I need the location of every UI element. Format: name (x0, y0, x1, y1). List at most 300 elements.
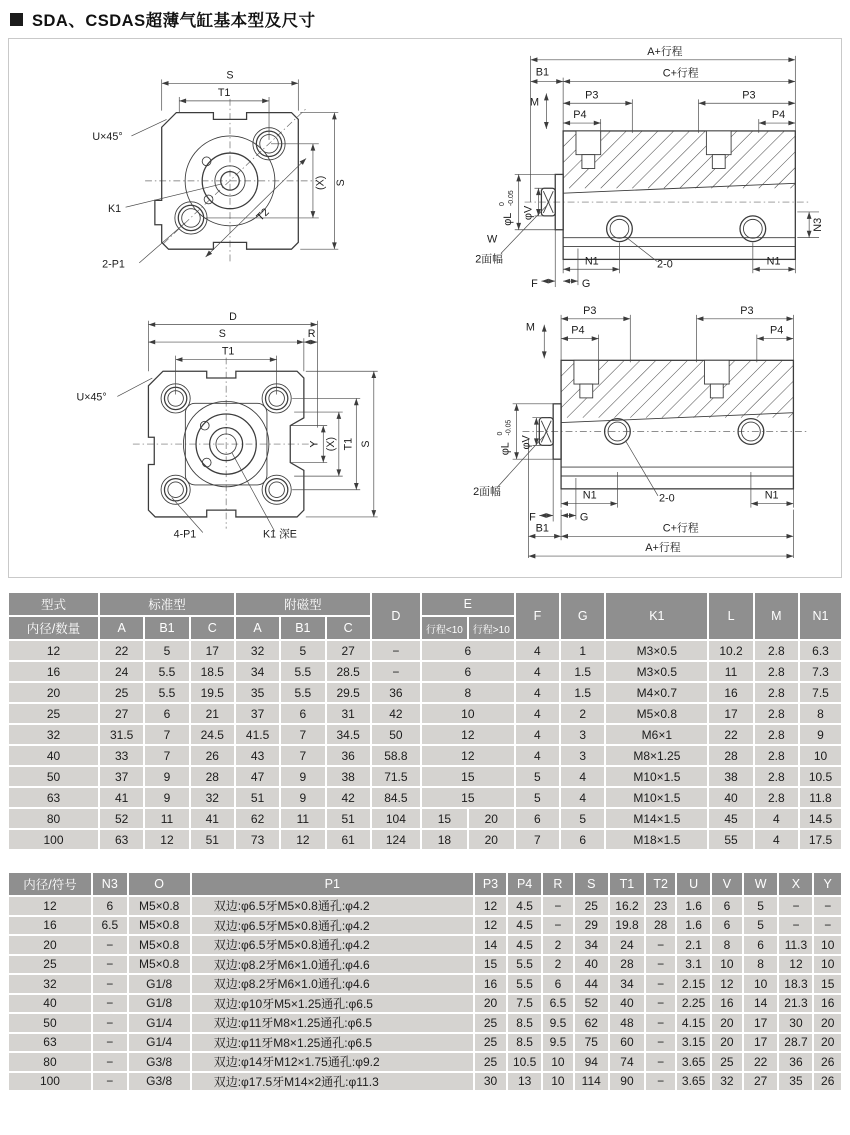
table-cell: 5 (516, 767, 559, 786)
dim-label-4p1: 4-P1 (173, 528, 197, 541)
table-cell: 11 (145, 809, 188, 828)
table-cell: 6 (744, 936, 778, 954)
table-cell: 双边:φ11牙M8×1.25通孔:φ6.5 (192, 1014, 473, 1032)
table-cell: M4×0.7 (606, 683, 707, 702)
dim-label-n3: N3 (812, 217, 825, 232)
table-cell: 47 (236, 767, 279, 786)
table-cell: 20 (9, 683, 98, 702)
table-cell: 2.8 (755, 746, 798, 765)
table-cell: 10.2 (709, 641, 752, 660)
table-cell: 10.5 (800, 767, 841, 786)
col-header-s: S (575, 873, 608, 895)
dim-label-port: 2-0 (659, 492, 675, 505)
table-cell: 8.5 (508, 1014, 541, 1032)
table-cell: 10 (814, 936, 841, 954)
table-cell: 11 (281, 809, 324, 828)
table-cell: 43 (236, 746, 279, 765)
table-cell: − (543, 917, 573, 935)
table-cell: 52 (575, 995, 608, 1013)
table-cell: 25 (9, 704, 98, 723)
title-bullet-square (10, 13, 23, 26)
col-header-w: W (744, 873, 778, 895)
drawing-sda-front-view (69, 54, 391, 298)
table-cell: − (543, 897, 573, 915)
table-cell: 51 (191, 830, 234, 849)
table-cell: M5×0.8 (129, 956, 190, 974)
table-cell: 1.5 (561, 662, 604, 681)
table-cell: 4 (755, 830, 798, 849)
table-cell: 62 (236, 809, 279, 828)
dim-label-d: D (229, 311, 237, 323)
page-title-row (0, 0, 850, 34)
table-cell: 25 (475, 1034, 506, 1052)
table2-body (9, 897, 841, 1090)
table-cell: 9.5 (543, 1014, 573, 1032)
table-cell: 双边:φ8.2牙M6×1.0通孔:φ4.6 (192, 956, 473, 974)
table-cell: 104 (372, 809, 420, 828)
table-cell: − (779, 917, 812, 935)
dim-label-g: G (579, 511, 589, 524)
table-cell: 12 (712, 975, 742, 993)
drawing-csdas-front-view (61, 311, 401, 549)
centerlines (133, 358, 316, 529)
table-cell: 20 (814, 1014, 841, 1032)
table1-body (9, 641, 841, 849)
table-cell: 18 (422, 830, 467, 849)
table-cell: 40 (9, 995, 91, 1013)
table-cell: 6 (712, 917, 742, 935)
dim-label-p3-right: P3 (740, 304, 754, 317)
table-cell: 16 (814, 995, 841, 1013)
table-cell: 14 (744, 995, 778, 1013)
table-cell: 7.5 (800, 683, 841, 702)
col-header-x: X (779, 873, 812, 895)
table-cell: 6 (93, 897, 127, 915)
table-cell: 19.5 (191, 683, 234, 702)
table-cell: 41 (100, 788, 143, 807)
table-cell: 3.15 (677, 1034, 710, 1052)
table-cell: 17.5 (800, 830, 841, 849)
table-cell: 15 (422, 809, 467, 828)
col-header-c-mag: C (327, 617, 370, 639)
table-cell: 1.6 (677, 897, 710, 915)
table-cell: M10×1.5 (606, 767, 707, 786)
table-cell: 2 (561, 704, 604, 723)
table-cell: 26 (814, 1053, 841, 1071)
dim-label-s-vertical: S (335, 179, 348, 187)
table-cell: 21 (191, 704, 234, 723)
table-cell: 45 (709, 809, 752, 828)
table-cell: 124 (372, 830, 420, 849)
table-cell: 1.6 (677, 917, 710, 935)
table-cell: 28.5 (327, 662, 370, 681)
dimension-table-main (7, 591, 843, 851)
table-cell: 10.5 (508, 1053, 541, 1071)
dim-label-x: (X) (314, 175, 327, 190)
table-cell: 25 (712, 1053, 742, 1071)
table-cell: 75 (575, 1034, 608, 1052)
table-cell: M3×0.5 (606, 641, 707, 660)
table-cell: 26 (191, 746, 234, 765)
col-header-t2: T2 (646, 873, 675, 895)
table-cell: 2.8 (755, 662, 798, 681)
header-row (9, 873, 841, 895)
table-cell: 32 (712, 1073, 742, 1091)
table-cell: − (93, 1014, 127, 1032)
table-cell: 29 (575, 917, 608, 935)
table-cell: 50 (9, 1014, 91, 1032)
table-cell: 62 (575, 1014, 608, 1032)
dim-label-phi-l: φL (501, 212, 514, 226)
table-cell: 6 (422, 662, 514, 681)
table-cell: 4 (516, 641, 559, 660)
table-cell: 4 (561, 767, 604, 786)
table-cell: 25 (575, 897, 608, 915)
table-cell: 3.1 (677, 956, 710, 974)
table-cell: 7 (145, 725, 188, 744)
table-cell: 3.65 (677, 1073, 710, 1091)
table-cell: 15 (475, 956, 506, 974)
table-cell: 18.3 (779, 975, 812, 993)
table-cell: 2.8 (755, 788, 798, 807)
table-cell: 22 (709, 725, 752, 744)
col-header-l: L (709, 593, 752, 639)
table-cell: 41.5 (236, 725, 279, 744)
dim-label-a-stroke: A+行程 (645, 542, 681, 555)
table-cell: 5.5 (508, 975, 541, 993)
dim-label-phi-v: φV (522, 205, 535, 221)
table-cell: G3/8 (129, 1073, 190, 1091)
table-cell: 2.1 (677, 936, 710, 954)
table-cell: 20 (475, 995, 506, 1013)
table-cell: 20 (712, 1014, 742, 1032)
tolerance-upper: 0 (496, 431, 504, 436)
table-cell: 3.65 (677, 1053, 710, 1071)
table-cell: 27 (327, 641, 370, 660)
table-cell: 15 (814, 975, 841, 993)
col-header-r: R (543, 873, 573, 895)
table-cell: 7.5 (508, 995, 541, 1013)
table-cell: 26 (814, 1073, 841, 1091)
table-cell: 4 (516, 704, 559, 723)
table-cell: 12 (422, 725, 514, 744)
table-cell: 1 (561, 641, 604, 660)
table-cell: 5.5 (145, 662, 188, 681)
dim-label-r: R (307, 328, 316, 341)
table-cell: 16 (709, 683, 752, 702)
table-cell: 10 (543, 1053, 573, 1071)
table-cell: 7.3 (800, 662, 841, 681)
table-cell: 71.5 (372, 767, 420, 786)
table-cell: 5.5 (281, 683, 324, 702)
col-header-c-std: C (191, 617, 234, 639)
table-cell: 4 (755, 809, 798, 828)
dim-label-n1-left: N1 (584, 255, 599, 268)
table-cell: 2.8 (755, 641, 798, 660)
table-cell: 2 (543, 936, 573, 954)
table-cell: 9.5 (543, 1034, 573, 1052)
table-cell: − (646, 975, 675, 993)
table-cell: 28 (191, 767, 234, 786)
table-cell: 28.7 (779, 1034, 812, 1052)
col-header-e: E (422, 593, 514, 615)
table-row (9, 725, 841, 744)
table-cell: M14×1.5 (606, 809, 707, 828)
table-row (9, 1014, 841, 1032)
table-cell: 9 (145, 788, 188, 807)
table-cell: − (372, 662, 420, 681)
table-cell: 6 (712, 897, 742, 915)
table-cell: 8 (744, 956, 778, 974)
table-cell: 42 (327, 788, 370, 807)
table-cell: 11.8 (800, 788, 841, 807)
table-cell: 3 (561, 746, 604, 765)
table-cell: G1/4 (129, 1014, 190, 1032)
table-cell: 52 (100, 809, 143, 828)
dimension-lines (117, 321, 377, 533)
table-cell: M6×1 (606, 725, 707, 744)
col-header-p4: P4 (508, 873, 541, 895)
table-cell: M5×0.8 (129, 897, 190, 915)
table-cell: G3/8 (129, 1053, 190, 1071)
table-row (9, 683, 841, 702)
tolerance-upper: 0 (498, 202, 506, 207)
table-cell: 17 (709, 704, 752, 723)
table-cell: 6 (422, 641, 514, 660)
table-cell: 30 (779, 1014, 812, 1032)
dim-label-t1: T1 (217, 86, 231, 99)
table-cell: − (646, 1073, 675, 1091)
table-cell: 44 (575, 975, 608, 993)
table-cell: − (93, 1034, 127, 1052)
dim-label-u45: U×45° (76, 391, 107, 404)
dim-label-p4-left: P4 (573, 109, 587, 122)
table-cell: − (93, 1073, 127, 1091)
dim-label-k1-depth-e: K1 深E (263, 528, 297, 541)
col-header-u: U (677, 873, 710, 895)
table-cell: 4 (561, 788, 604, 807)
table-cell: 双边:φ10牙M5×1.25通孔:φ6.5 (192, 995, 473, 1013)
dim-label-mianfu: 2面幅 (475, 253, 503, 266)
table-row (9, 746, 841, 765)
table-row (9, 1034, 841, 1052)
table-cell: − (814, 897, 841, 915)
table-cell: − (93, 936, 127, 954)
table-cell: 12 (779, 956, 812, 974)
table-cell: 4.5 (508, 917, 541, 935)
dim-label-s: S (218, 328, 226, 341)
table-cell: 94 (575, 1053, 608, 1071)
table-cell: 12 (281, 830, 324, 849)
dim-label-p4-right: P4 (771, 109, 786, 122)
table-cell: 5.5 (508, 956, 541, 974)
table-row (9, 662, 841, 681)
table-row (9, 809, 841, 828)
dim-label-t1: T1 (221, 345, 235, 358)
table-cell: 61 (327, 830, 370, 849)
table-cell: 2.8 (755, 767, 798, 786)
table-cell: 12 (9, 641, 98, 660)
table-cell: G1/8 (129, 995, 190, 1013)
table-cell: 18.5 (191, 662, 234, 681)
table-cell: 10 (744, 975, 778, 993)
table-cell: 20 (469, 830, 514, 849)
body-outline (563, 131, 795, 259)
table-row (9, 956, 841, 974)
col-header-bore-symbol: 内径/符号 (9, 873, 91, 895)
col-header-b1-std: B1 (145, 617, 188, 639)
table-cell: 20 (814, 1034, 841, 1052)
table-cell: 25 (475, 1053, 506, 1071)
table-row (9, 767, 841, 786)
table-cell: 40 (709, 788, 752, 807)
table-row (9, 788, 841, 807)
table-cell: M5×0.8 (129, 936, 190, 954)
table-cell: 11 (709, 662, 752, 681)
table-cell: 6.3 (800, 641, 841, 660)
dimension-lines (498, 56, 819, 287)
table-cell: 10 (712, 956, 742, 974)
table-cell: 8 (422, 683, 514, 702)
table-cell: 8 (800, 704, 841, 723)
table-cell: − (646, 1053, 675, 1071)
col-header-n3: N3 (93, 873, 127, 895)
table-cell: 24 (610, 936, 645, 954)
table-cell: 19.8 (610, 917, 645, 935)
dim-label-u45: U×45° (92, 130, 123, 143)
table-cell: 42 (372, 704, 420, 723)
table-cell: 84.5 (372, 788, 420, 807)
table-cell: 16 (712, 995, 742, 1013)
col-header-p1: P1 (192, 873, 473, 895)
table-cell: 16 (475, 975, 506, 993)
table-cell: 28 (709, 746, 752, 765)
col-header-f: F (516, 593, 559, 639)
dim-label-b1: B1 (535, 522, 549, 535)
table-cell: 5 (145, 641, 188, 660)
table-cell: 32 (9, 725, 98, 744)
table-row (9, 641, 841, 660)
table-cell: 9 (145, 767, 188, 786)
col-header-o: O (129, 873, 190, 895)
table-cell: 5.5 (281, 662, 324, 681)
dim-label-y: Y (308, 440, 321, 448)
table-cell: 14.5 (800, 809, 841, 828)
table-cell: 14 (475, 936, 506, 954)
table-cell: 6 (561, 830, 604, 849)
dim-label-n1-right: N1 (764, 489, 779, 502)
table-cell: M10×1.5 (606, 788, 707, 807)
dim-label-m: M (529, 96, 540, 109)
col-header-p3: P3 (475, 873, 506, 895)
table-cell: 7 (281, 746, 324, 765)
dim-label-f: F (531, 278, 538, 291)
table-cell: 34 (610, 975, 645, 993)
table-cell: 22 (100, 641, 143, 660)
col-header-n1: N1 (800, 593, 841, 639)
table-cell: − (93, 995, 127, 1013)
col-header-a-std: A (100, 617, 143, 639)
dim-label-t1-vertical: T1 (342, 437, 355, 451)
table-cell: 34 (575, 936, 608, 954)
table-cell: − (646, 1034, 675, 1052)
table-cell: 25 (100, 683, 143, 702)
col-header-m: M (755, 593, 798, 639)
table-cell: 27 (100, 704, 143, 723)
dim-label-m: M (525, 321, 535, 334)
tolerance-lower: -0.05 (507, 190, 515, 207)
table-cell: 2.8 (755, 725, 798, 744)
table-cell: 5 (744, 917, 778, 935)
table-cell: M3×0.5 (606, 662, 707, 681)
table-cell: 4.5 (508, 897, 541, 915)
dim-label-k1: K1 (108, 203, 122, 216)
col-header-v: V (712, 873, 742, 895)
table-cell: 双边:φ14牙M12×1.75通孔:φ9.2 (192, 1053, 473, 1071)
dim-label-w: W (487, 233, 498, 246)
table-cell: 25 (475, 1014, 506, 1032)
dim-label-p3-left: P3 (583, 304, 597, 317)
table-cell: 双边:φ6.5牙M5×0.8通孔:φ4.2 (192, 936, 473, 954)
table-cell: 90 (610, 1073, 645, 1091)
dim-label-a-stroke: A+行程 (647, 45, 683, 58)
dim-label-phi-l-group (497, 420, 513, 456)
table-row (9, 917, 841, 935)
technical-drawings-panel (8, 38, 842, 578)
table-cell: 34 (236, 662, 279, 681)
table-cell: 48 (610, 1014, 645, 1032)
dim-label-x: (X) (324, 436, 337, 452)
table-cell: 25 (9, 956, 91, 974)
drawing-csdas-side-section (467, 301, 842, 563)
table-row (9, 1053, 841, 1071)
table-cell: 100 (9, 1073, 91, 1091)
table-cell: 32 (191, 788, 234, 807)
table-cell: 80 (9, 809, 98, 828)
table-cell: 63 (9, 788, 98, 807)
table-cell: 17 (744, 1034, 778, 1052)
table-cell: − (779, 897, 812, 915)
col-header-stroke-lt10: 行程<10 (422, 617, 467, 639)
table-cell: 51 (236, 788, 279, 807)
table-cell: M5×0.8 (606, 704, 707, 723)
table-cell: 40 (9, 746, 98, 765)
table-cell: 5 (744, 897, 778, 915)
table-cell: 10 (814, 956, 841, 974)
drawing-sda-side-section (469, 44, 842, 291)
table-cell: 16 (9, 917, 91, 935)
col-header-k1: K1 (606, 593, 707, 639)
table-cell: 双边:φ6.5牙M5×0.8通孔:φ4.2 (192, 917, 473, 935)
col-header-bore: 内径/数量 (9, 617, 98, 639)
table-cell: 13 (508, 1073, 541, 1091)
table-cell: − (646, 995, 675, 1013)
tolerance-lower: -0.05 (505, 419, 513, 436)
table-cell: 20 (712, 1034, 742, 1052)
table-cell: 3 (561, 725, 604, 744)
table-cell: 16.2 (610, 897, 645, 915)
dim-label-phi-l-group (499, 190, 515, 226)
table-row (9, 995, 841, 1013)
body-outline (561, 360, 793, 489)
dimension-lines (126, 79, 339, 262)
table-cell: 38 (709, 767, 752, 786)
table-cell: 7 (516, 830, 559, 849)
col-header-d: D (372, 593, 420, 639)
table-cell: 2.15 (677, 975, 710, 993)
table-cell: 50 (372, 725, 420, 744)
table-cell: 4 (516, 683, 559, 702)
